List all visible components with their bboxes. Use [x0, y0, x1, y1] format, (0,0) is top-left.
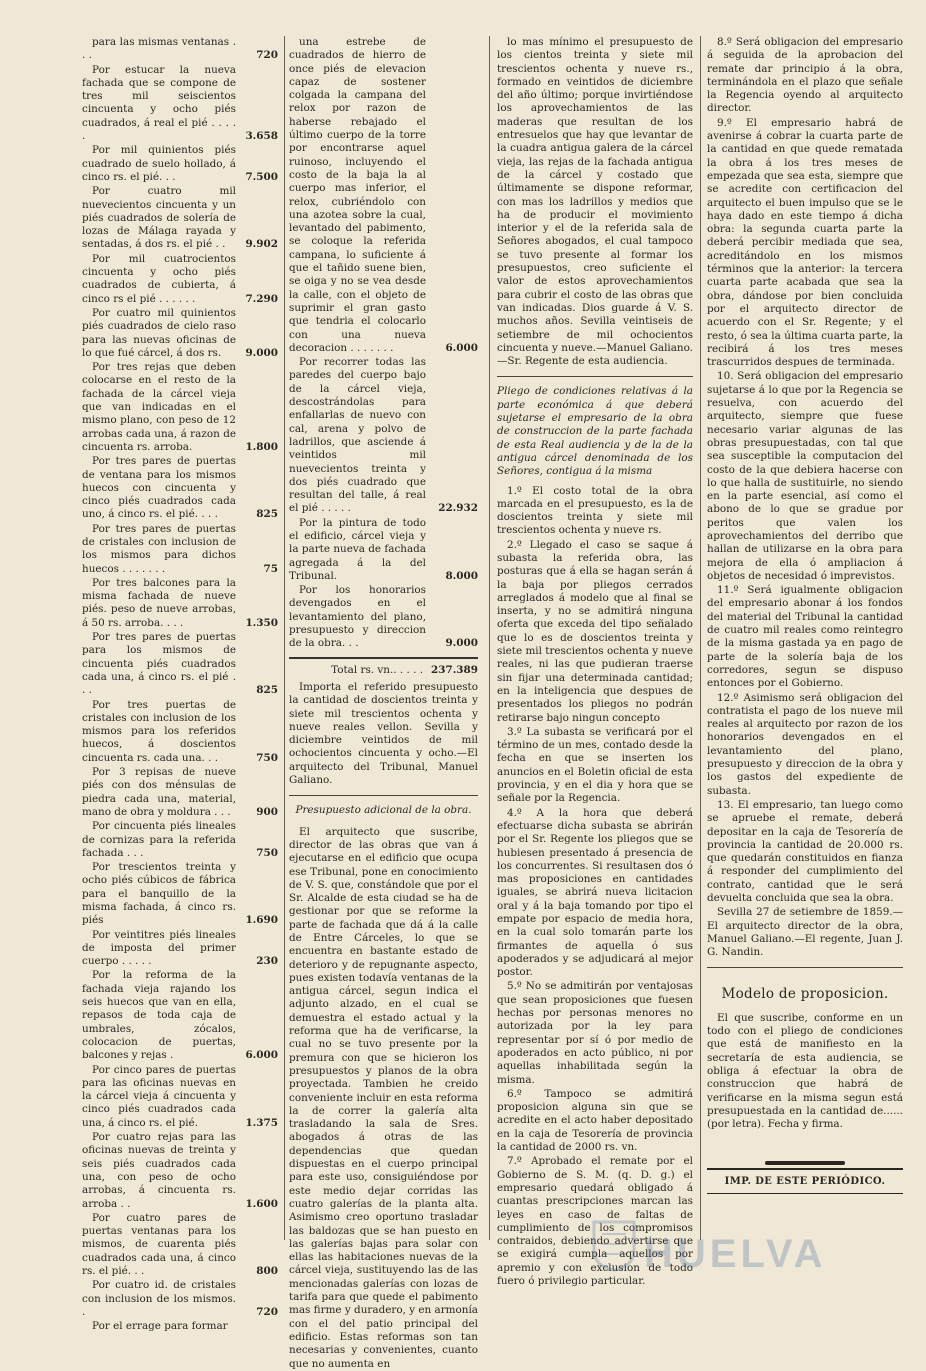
budget-total-row	[289, 657, 478, 677]
section-divider	[289, 795, 478, 796]
budget-item-amount: 9.902	[245, 238, 278, 251]
budget-item-amount: 8.000	[445, 569, 478, 582]
budget-item	[82, 307, 278, 360]
budget-item-amount: 230	[256, 955, 278, 968]
ornament-rule	[765, 1161, 845, 1165]
condition-paragraph: 9.º El empresario habrá de avenirse á cobrar la cuarta parte de la cantidad en que quede rematada la obra á los tres meses de empezada que sea esta, siempre que se acredite con certificacion del arquitecto el buen impulso que se le haya dado en este tiempo á dicha obra: la segunda cuarta parte la deberá percibir mediada que sea, acreditándolo en los mismos términos que la anterior: la tercera cuarta parte acabada que sea la obra, dándose por bien concluida por el arquitecto director de acuerdo con el Sr. Regente; y el resto, ó sea la última cuarta parte, la recibirá á los tres meses trascurridos despues de terminada.	[707, 116, 903, 369]
budget-item-amount: 1.800	[245, 440, 278, 453]
budget-item-amount: 1.375	[245, 1116, 278, 1129]
condition-paragraph: 7.º Aprobado el remate por el Gobierno de S. M. (q. D. g.) el empresario quedará obligado á cuantas prescripciones marcan las leyes en caso de faltas de cumplimiento de los compromisos contraidos, debiendo advertirse que se exigirá cumpla aquellos por apremio y con exclusion de todo fuero ó privilegio particular.	[497, 1155, 693, 1288]
budget-item	[82, 820, 278, 860]
budget-item-amount: 9.000	[445, 637, 478, 650]
budget-item	[82, 1212, 278, 1278]
budget-summary: Importa el referido presupuesto la cantidad de doscientos treinta y siete mil trescientos ochenta y nueve reales vellon. Sevilla y diciembre veintidos de mil ochocientos cincuenta y ocho.—El arquitecto del Tribunal, Manuel Galiano.	[289, 680, 478, 787]
condition-paragraph: 4.º A la hora que deberá efectuarse dicha subasta se abrirán por el Sr. Regente los pliegos que se hubiesen presentado á presencia de los concurrentes. Si resultasen dos ó mas proposiciones en cantidades iguales, se abrirá nueva licitacion oral y á la baja tomando por tipo el empate por espacio de media hora, en la cual solo tomarán parte los firmantes de aquella ó sus apoderados y se adjudicará al mejor postor.	[497, 806, 693, 979]
budget-item-amount: 750	[256, 846, 278, 859]
budget-item-amount: 9.000	[245, 346, 278, 359]
budget-item-text: Por estucar la nueva fachada que se compone de tres mil seiscientos cincuenta y ocho piés cuadrados, á real el pié . . . . .	[82, 63, 236, 143]
budget-item	[82, 969, 278, 1062]
budget-item	[82, 1131, 278, 1211]
column-2	[289, 36, 478, 1370]
budget-item-text: Por el errage para formar	[92, 1320, 228, 1333]
total-amount: 237.389	[431, 663, 478, 676]
budget-item-amount: 1.600	[245, 1197, 278, 1210]
conditions-list	[497, 485, 693, 1289]
budget-item-text: una estrebe de cuadrados de hierro de once piés de elevacion capaz de sostener colgada la campana del relox por razon de haberse rebajado el último cuerpo de la torre por encontrarse aquel ruinoso, incluyendo el costo de la baja la al cuerpo mas inferior, el relox, cubriéndolo con una azotea sobre la cual, levantado del pabimento, se coloque la referida campana, lo suficiente á que el tañido suene bien, se oiga y no se vea desde la calle, con el objeto de suprimir el gran gasto que tendria el colocarlo con una nueva decoracion . . . . . . .	[289, 36, 426, 354]
budget-item-text: Por cuatro id. de cristales con inclusion de los mismos. .	[82, 1279, 236, 1318]
budget-item	[82, 766, 278, 819]
budget-item-text: para las mismas ventanas . . .	[82, 36, 236, 62]
condition-paragraph: 8.º Será obligacion del empresario á seguida de la aprobacion del remate dar principio á la obra, terminándola en el plazo que señale la Regencia oyendo al arquitecto director.	[707, 36, 903, 115]
budget-item-amount: 1.690	[245, 914, 278, 927]
budget-item-text: Por la reforma de la fachada vieja rajando los seis huecos que van en ella, repasos de toda caja de umbrales, zócalos, colocacion de puertas, balcones y rejas .	[82, 969, 236, 1062]
budget-item	[82, 699, 278, 765]
budget-item-amount: 800	[256, 1265, 278, 1278]
budget-item	[82, 144, 278, 184]
budget-item	[82, 861, 278, 927]
budget-item-amount: 825	[256, 508, 278, 521]
budget-item	[82, 1320, 278, 1333]
budget-item	[289, 356, 478, 516]
budget-item-amount: 900	[256, 805, 278, 818]
budget-item	[82, 523, 278, 576]
budget-item-amount: 6.000	[445, 341, 478, 354]
condition-paragraph: 6.º Tampoco se admitirá proposicion alguna sin que se acredite en el acto haber depositado en la caja de Tesorería de provincia la cantidad de 2000 rs. vn.	[497, 1087, 693, 1154]
budget-item-text: Por recorrer todas las paredes del cuerpo bajo de la cárcel vieja, descostrándolas para enfallarlas de nuevo con cal, arena y polvo de ladrillos, que asciende á veintidos mil nuevecientos treinta y dos piés cuadrado que resultan del talle, á real el pié . . . . .	[289, 356, 426, 515]
budget-item-text: Por cinco pares de puertas para las oficinas nuevas en la cárcel vieja á cincuenta y cinco piés cuadrados cada una, á cinco rs. el pié.	[82, 1063, 236, 1129]
printer-imprint: IMP. DE ESTE PERIÓDICO.	[707, 1168, 903, 1194]
budget-item	[82, 185, 278, 251]
budget-item-text: Por tres rejas que deben colocarse en el resto de la fachada de la cárcel vieja que van indicadas en el mismo plano, con peso de 12 arrobas cada una, á razon de cincuenta rs. arroba.	[82, 361, 236, 453]
budget-item-text: Por trescientos treinta y ocho piés cúbicos de fábrica para el banquillo de la misma fachada, á cinco rs. piés	[82, 861, 236, 927]
condition-paragraph: 1.º El costo total de la obra marcada en el presupuesto, es la de doscientos treinta y siete mil trescientos ochenta y nueve rs.	[497, 484, 693, 537]
column-rule	[284, 36, 285, 1240]
section-heading: Presupuesto adicional de la obra.	[295, 804, 472, 817]
budget-item-text: Por tres pares de puertas de cristales con inclusion de los mismos para dichos huecos . . . . . . .	[82, 522, 236, 575]
budget-item	[289, 517, 478, 583]
budget-items-continued	[289, 36, 478, 651]
column-1	[82, 36, 278, 1333]
budget-item	[82, 631, 278, 697]
additional-budget-text: El arquitecto que suscribe, director de las obras que van á ejecutarse en el edificio que ocupa ese Tribunal, pone en conocimiento de V. S. que, constándole que por el Sr. Alcalde de esta ciudad se ha de gestionar por que se reforme la parte de fachada que dá á la calle de Entre Cárceles, lo que se encuentra en bastante estado de deterioro y de repugnante aspecto, pues existen todavía ventanas de la antigua cárcel, segun indica el adjunto alzado, en el cual se demuestra el estado actual y la reforma que ha de verificarse, la cual no se tuvo presente por la premura con que se hicieron los presupuestos y planos de la obra proyectada. Tambien he creido conveniente incluir en esta reforma la de correr la galería alta trasladando la sala de Sres. abogados á otras de las dependencias que quedan dispuestas en el cuerpo principal para este uso, consiguiéndose por este medio dejar corridas las cuatro galerías de la planta alta. Asimismo creo oportuno trasladar las baldozas que se han puesto en las galerías bajas para solar con ellas las habitaciones nuevas de la cárcel vieja, sustituyendo las de las mencionadas galerías con lozas de tarifa para que quede el pabimento mas firme y duradero, y en armonía con el del patio principal del edificio. Estas reformas son tan necesarias y convenientes, cuanto que no aumenta en	[289, 825, 478, 1370]
condition-paragraph: 2.º Llegado el caso se saque á subasta la referida obra, las posturas que á ella se hagan serán á la baja por pliegos cerrados arreglados á modelo que al final se inserta, y no se admitirá ninguna oferta que exceda del tipo señalado que lo es de doscientos treinta y siete mil trescientos ochenta y nueve reales, ni las que pudieran traerse sin fijar una determinada cantidad; en la inteligencia que despues de presentados los pliegos no podrán retirarse bajo ningun concepto	[497, 538, 693, 724]
budget-item-amount: 1.350	[245, 616, 278, 629]
column-4	[707, 36, 903, 1270]
column-rule	[489, 36, 490, 1240]
conditions-list-cont	[707, 36, 903, 959]
condition-paragraph: 10. Será obligacion del empresario sujetarse á lo que por la Regencia se resuelva, con acuerdo del arquitecto, siempre que fuese necesario variar algunas de las obras presupuestadas, con tal que sea susceptible la computacion del costo de la que debiera hacerse con lo que halla de sustituirle, no siendo en la parte esencial, así como el abono de lo que se gradue por peritos que valen los aprovechamientos del derribo que hallan de utilizarse en la obra para mejora de ella ó ampliacion á objetos de necesidad ó imprevistos.	[707, 370, 903, 582]
budget-item-amount: 825	[256, 684, 278, 697]
column-rule	[700, 36, 701, 1240]
condition-paragraph: 12.º Asimismo será obligacion del contratista el pago de los nueve mil reales al arquitecto por razon de los honorarios devengados en el levantamiento del plano, presupuesto y direccion de la obra y los gastos del expediente de subasta.	[707, 691, 903, 797]
budget-item	[82, 577, 278, 630]
budget-item-text: Por cuatro mil quinientos piés cuadrados de cielo raso para las nuevas oficinas de lo que fué cárcel, á dos rs.	[82, 306, 236, 359]
budget-item-text: Por tres pares de puertas de ventana para los mismos huecos con cincuenta y cinco piés cuadrados cada uno, á cinco rs. el pié. . . .	[82, 455, 236, 521]
budget-item-amount: 720	[256, 1305, 278, 1318]
section-divider	[707, 967, 903, 968]
budget-item-text: Por los honorarios devengados en el levantamiento del plano, presupuesto y direccion de la obra. . .	[289, 584, 426, 650]
budget-item-amount: 720	[256, 49, 278, 62]
budget-item	[82, 929, 278, 969]
watermark-text: HUELVA	[644, 1232, 827, 1276]
total-label: Total rs. vn.. . . . .	[331, 663, 423, 676]
budget-item-text: Por cincuenta piés lineales de cornizas para la referida fachada . . .	[82, 820, 236, 859]
budget-item	[289, 584, 478, 650]
budget-item	[82, 361, 278, 454]
budget-item-amount: 75	[263, 562, 278, 575]
budget-item	[289, 36, 478, 355]
budget-item-amount: 7.500	[245, 170, 278, 183]
budget-item	[82, 1279, 278, 1319]
budget-item-amount: 3.658	[245, 130, 278, 143]
budget-item-text: Por mil quinientos piés cuadrado de suelo hollado, á cinco rs. el pié. . .	[82, 144, 236, 183]
budget-item-amount: 750	[256, 751, 278, 764]
budget-item	[82, 36, 278, 63]
budget-item-text: Por la pintura de todo el edificio, cárcel vieja y la parte nueva de fachada agregada á la del Tribunal.	[289, 516, 426, 582]
section-divider	[497, 376, 693, 377]
additional-budget-text-cont: lo mas mínimo el presupuesto de los cientos treinta y siete mil trescientos ochenta y nueve rs., formado en veintidos de diciembre del año último; porque invirtiéndose los aprovechamientos de las maderas que resultan de los entresuelos que hay que levantar de la cuadra antigua galera de la cárcel vieja, las rejas de la fachada antigua de la cárcel y costado que últimamente se dispone reformar, con mas los ladrillos y medios que ha de producir el movimiento interior y el de la referida sala de Señores abogados, el cual tampoco se tuvo presente al formar los presupuestos, creo suficiente el valor de estos aprovechamientos para cubrir el costo de las obras que van indicadas. Dios guarde á V. S. muchos años. Sevilla veintiseis de setiembre de mil ochocientos cincuenta y nueve.—Manuel Galiano.—Sr. Regente de esta audiencia.	[497, 36, 693, 368]
condition-paragraph: 3.º La subasta se verificará por el término de un mes, contado desde la fecha en que se inserten los anuncios en el Boletin oficial de esta provincia, y en el dia y hora que se señale por la Regencia.	[497, 725, 693, 805]
condition-paragraph: Sevilla 27 de setiembre de 1859.—El arquitecto director de la obra, Manuel Galiano.—El regente, Juan J. G. Nandin.	[707, 906, 903, 959]
proposal-model-heading: Modelo de proposicion.	[721, 986, 889, 1003]
budget-item-amount: 7.290	[245, 292, 278, 305]
budget-item	[82, 64, 278, 144]
conditions-heading: Pliego de condiciones relativas á la parte económica á que deberá sujetarse el empresario de la obra de construccion de la parte fachada de esta Real audiencia y de la de la antigua cárcel denominada de los Señores, contigua á la misma	[497, 385, 693, 478]
budget-item	[82, 253, 278, 306]
condition-paragraph: 11.º Será igualmente obligacion del empresario abonar á los fondos del material del Tribunal la cantidad de cuatro mil reales como reintegro de la misma gastada ya en pago de parte de la solería baja de los corredores, segun se dispuso entonces por el Gobierno.	[707, 584, 903, 690]
budget-item-text: Por 3 repisas de nueve piés con dos ménsulas de piedra cada una, material, mano de obra y moldura . . .	[82, 766, 236, 818]
budget-item-text: Por cuatro pares de puertas ventanas para los mismos, de cuarenta piés cuadrados cada una, á cinco rs. el pié. . .	[82, 1211, 236, 1278]
budget-item-text: Por cuatro rejas para las oficinas nuevas de treinta y seis piés cuadrados cada una, con peso de ocho arrobas, á cincuenta rs. arroba . .	[82, 1131, 236, 1210]
budget-item-text: Por veintitres piés lineales de imposta del primer cuerpo . . . . .	[82, 928, 236, 968]
budget-item-text: Por tres pares de puertas para los mismos de cincuenta piés cuadrados cada una, á cinco rs. el pié . . .	[82, 631, 236, 697]
budget-item-text: Por tres balcones para la misma fachada de nueve piés. peso de nueve arrobas, á 50 rs. arroba. . . .	[82, 576, 236, 629]
column-3	[497, 36, 693, 1288]
proposal-model-text: El que suscribe, conforme en un todo con el pliego de condiciones que está de manifiesto en la secretaría de esta audiencia, se obliga á efectuar la obra de construccion que habrá de verificarse en la misma segun está presupuestada en la cantidad de...... (por letra). Fecha y firma.	[707, 1011, 903, 1131]
budget-item-text: Por mil cuatrocientos cincuenta y ocho piés cuadrados de cubierta, á cinco rs el pié . . . . . .	[82, 252, 236, 305]
budget-item	[82, 455, 278, 521]
budget-item-amount: 6.000	[245, 1049, 278, 1062]
budget-item-amount: 22.932	[438, 502, 478, 515]
budget-item-text: Por tres puertas de cristales con inclusion de los mismos para los referidos huecos, á doscientos cincuenta rs. cada una. . .	[82, 698, 236, 764]
condition-paragraph: 13. El empresario, tan luego como se apruebe el remate, deberá depositar en la caja de Tesorería de provincia la cantidad de 20.000 rs. que quedarán constituidos en fianza á responder del cumplimiento del contrato, cantidad que le será devuelta concluida que sea la obra.	[707, 798, 903, 904]
budget-item-text: Por cuatro mil nuevecientos cincuenta y un piés cuadrados de solería de lozas de Málaga rayada y sentadas, á dos rs. el pié . .	[82, 185, 236, 251]
condition-paragraph: 5.º No se admitirán por ventajosas que sean proposiciones que fuesen hechas por personas menores no autorizada por la ley para representar por sí ó por medio de apoderados en acto público, ni por aquellas inhabilitada según la misma.	[497, 980, 693, 1086]
budget-item	[82, 1064, 278, 1130]
